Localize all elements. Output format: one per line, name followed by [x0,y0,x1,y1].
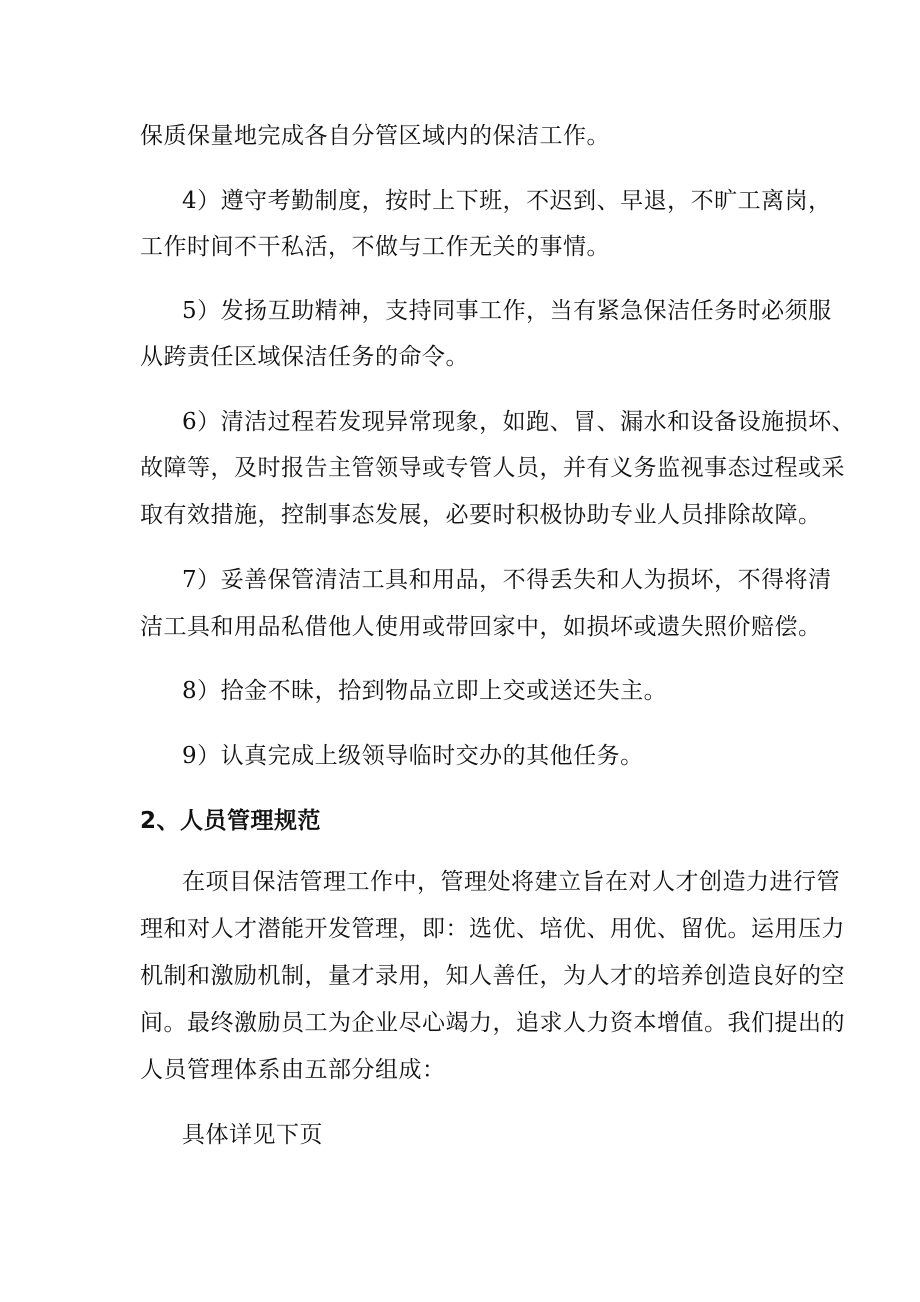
list-item-4-line: 工作时间不干私活，不做与工作无关的事情。 [140,234,610,260]
section-paragraph-line: 人员管理体系由五部分组成： [140,1057,446,1083]
list-item-9-line: 9）认真完成上级领导临时交办的其他任务。 [182,743,644,769]
list-item-6-line: 6）清洁过程若发现异常现象，如跑、冒、漏水和设备设施损坏、 [182,409,856,435]
section-paragraph-line: 在项目保洁管理工作中，管理处将建立旨在对人才创造力进行管 [182,869,840,895]
section-paragraph-line: 机制和激励机制，量才录用，知人善任，为人才的培养创造良好的空 [140,963,845,989]
list-item-5-line: 从跨责任区域保洁任务的命令。 [140,344,469,370]
list-item-7-line: 洁工具和用品私借他人使用或带回家中，如损坏或遗失照价赔偿。 [140,614,822,640]
footer-note: 具体详见下页 [182,1122,323,1148]
section-heading: 2、人员管理规范 [140,808,322,834]
list-item-6-line: 取有效措施，控制事态发展，必要时积极协助专业人员排除故障。 [140,502,822,528]
list-item-7-line: 7）妥善保管清洁工具和用品，不得丢失和人为损坏，不得将清 [182,567,832,593]
list-item-8-line: 8）拾金不昧，拾到物品立即上交或送还失主。 [182,678,668,704]
body-line: 保质保量地完成各自分管区域内的保洁工作。 [140,123,610,149]
section-paragraph-line: 理和对人才潜能开发管理，即：选优、培优、用优、留优。运用压力 [140,916,845,942]
list-item-6-line: 故障等，及时报告主管领导或专管人员，并有义务监视事态过程或采 [140,455,845,481]
section-paragraph-line: 间。最终激励员工为企业尽心竭力，追求人力资本增值。我们提出的 [140,1010,845,1036]
list-item-4-line: 4）遵守考勤制度，按时上下班，不迟到、早退，不旷工离岗， [182,188,832,214]
list-item-5-line: 5）发扬互助精神，支持同事工作，当有紧急保洁任务时必须服 [182,298,832,324]
